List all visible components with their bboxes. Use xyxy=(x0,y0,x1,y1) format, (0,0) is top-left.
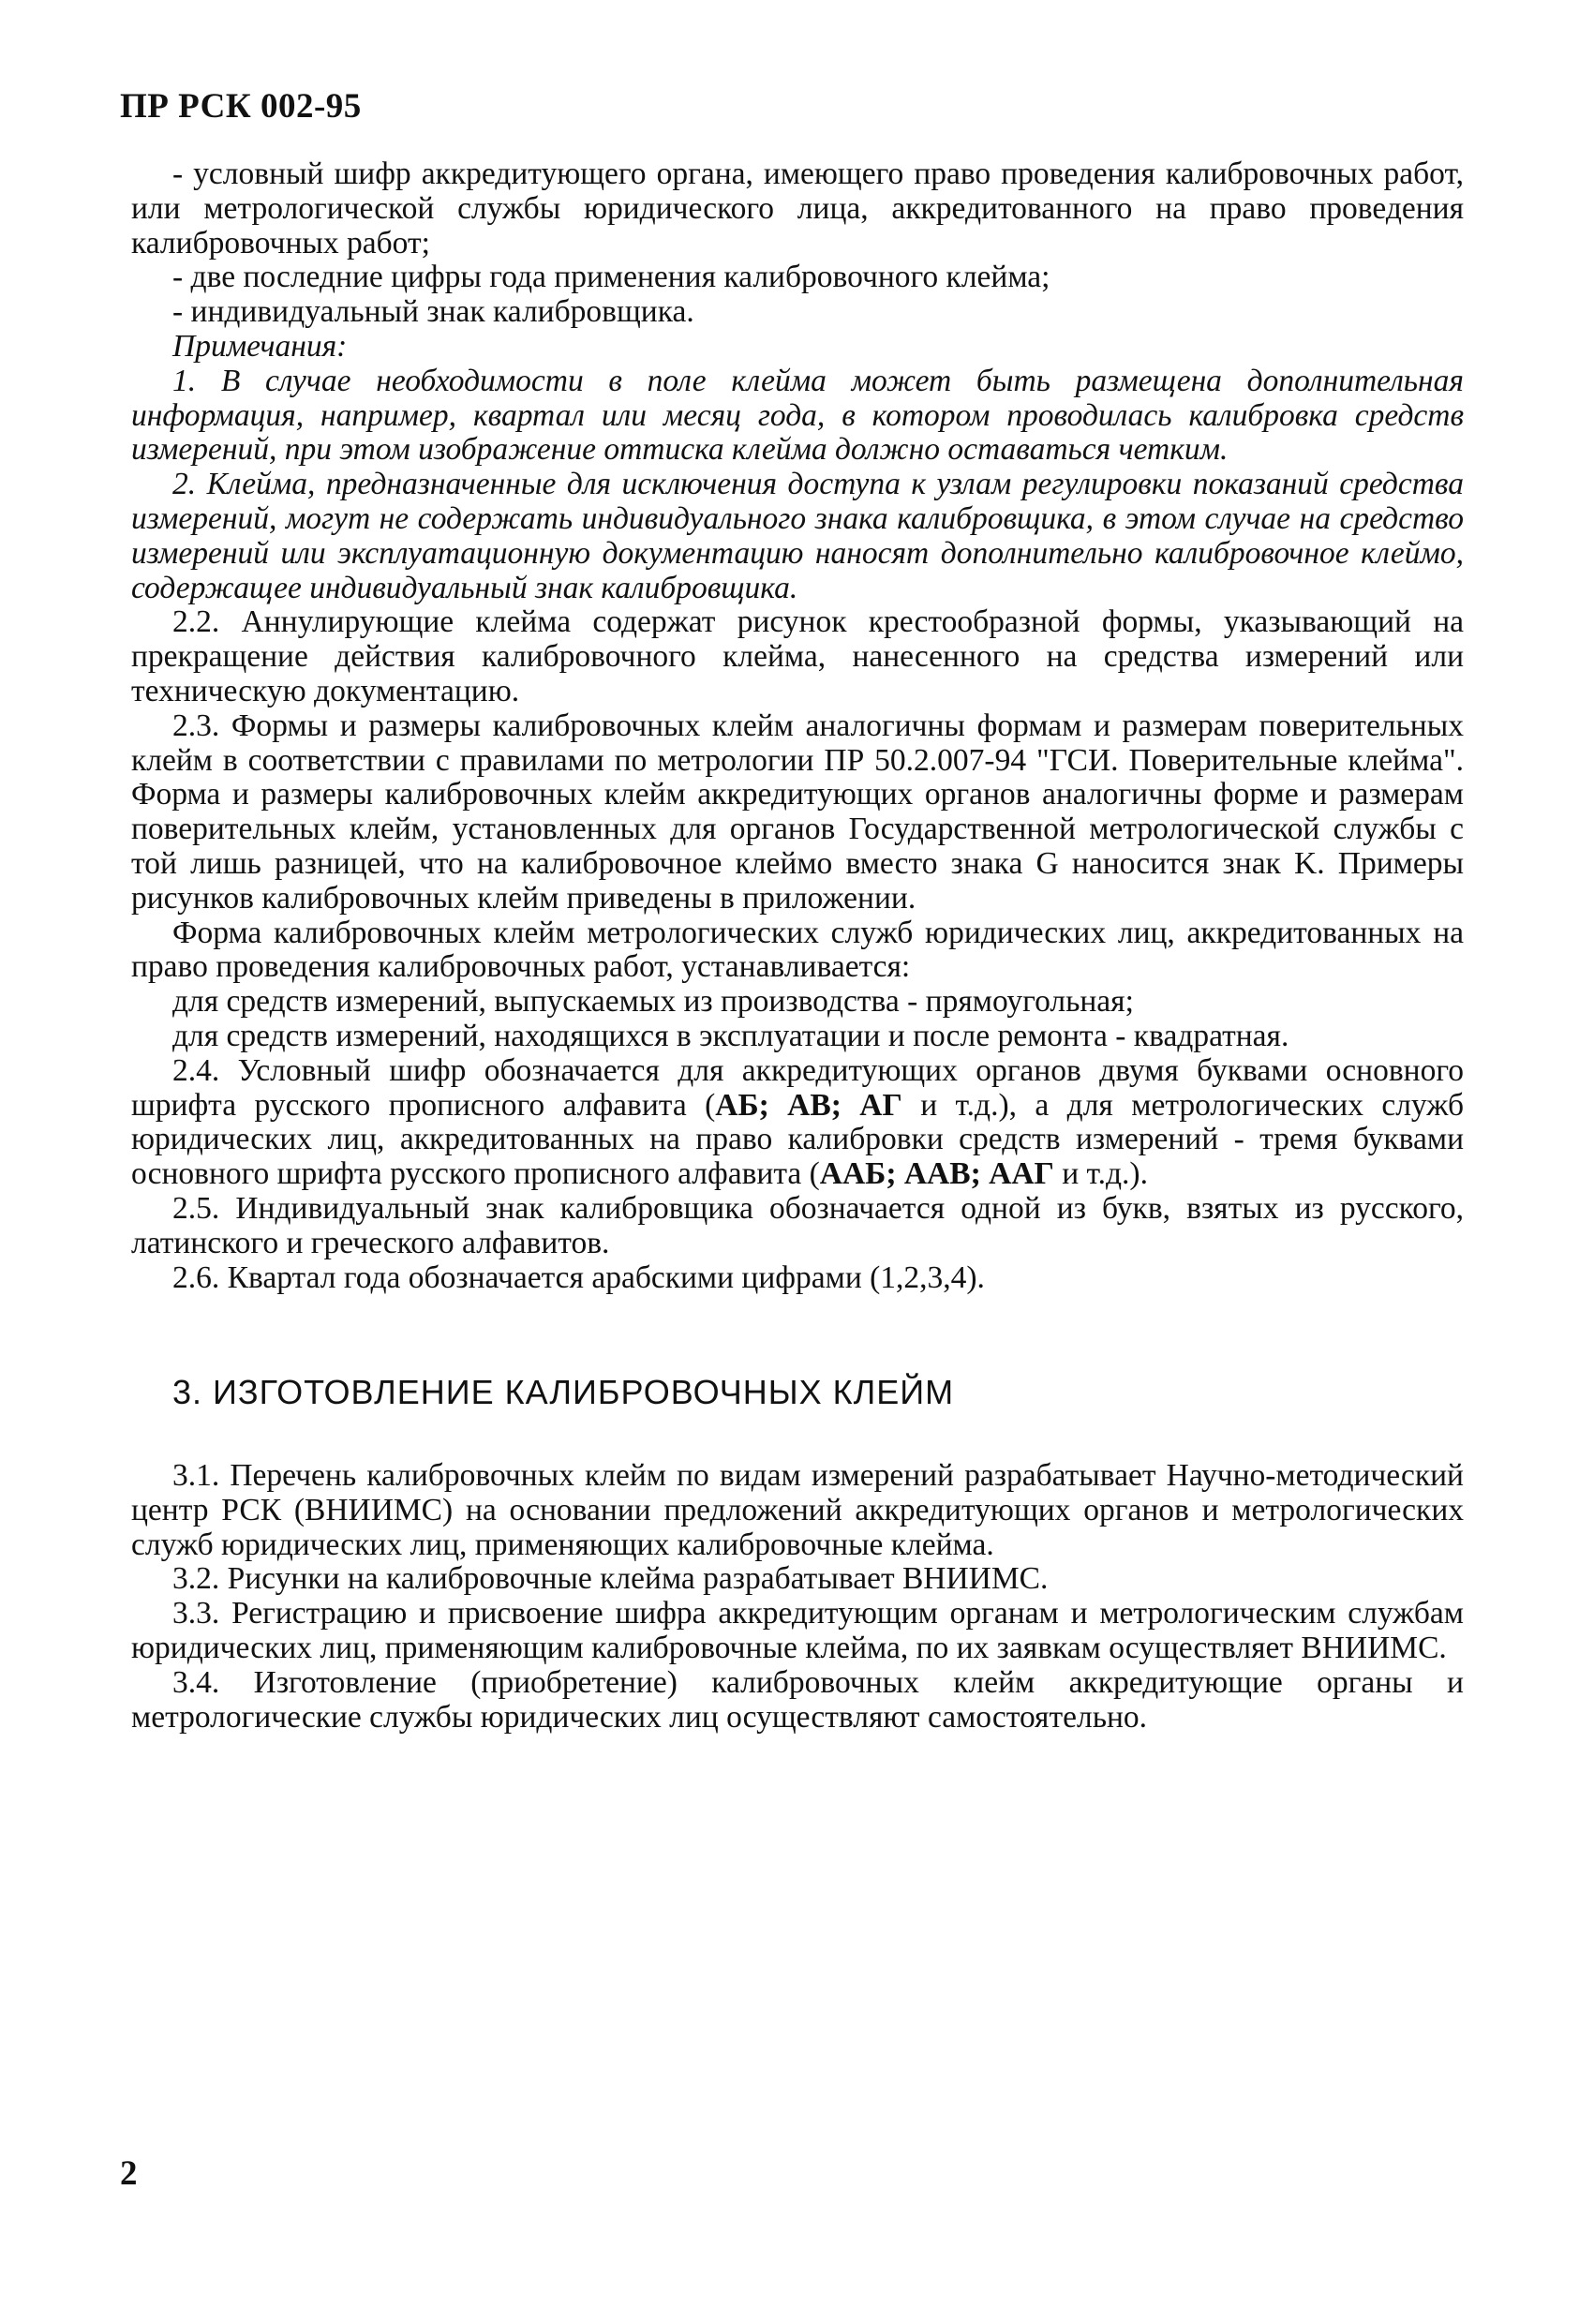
clause-2-5: 2.5. Индивидуальный знак калибровщика обозначается одной из букв, взятых из русского, латинского и греческого алфавитов. xyxy=(131,1190,1464,1260)
document-body xyxy=(131,157,1464,1735)
clause-2-6: 2.6. Квартал года обозначается арабскими цифрами (1,2,3,4). xyxy=(172,1259,985,1295)
two-letter-codes: АБ; АВ; АГ xyxy=(715,1087,902,1123)
document-code-header: ПР РСК 002-95 xyxy=(120,87,362,126)
clause-3-1: 3.1. Перечень калибровочных клейм по видам измерений разрабатывает Научно-методический центр РСК (ВНИИМС) на основании предложений аккредитующих органов и метрологических служб юридических лиц, применяющих калибровочные клейма. xyxy=(131,1458,1464,1562)
notes-title: Примечания: xyxy=(172,328,348,364)
clause-3-4: 3.4. Изготовление (приобретение) калибровочных клейм аккредитующие органы и метрологические службы юридических лиц осуществляют самостоятельно. xyxy=(131,1664,1464,1735)
paragraph-year-digits: - две последние цифры года применения калибровочного клейма; xyxy=(172,260,1050,295)
clause-2-3-form: Форма калибровочных клейм метрологических служб юридических лиц, аккредитованных на право проведения калибровочных работ, устанавливается: xyxy=(131,915,1464,985)
clause-2-3-rectangular: для средств измерений, выпускаемых из производства - прямоугольная; xyxy=(172,984,1134,1020)
clause-3-3: 3.3. Регистрацию и присвоение шифра аккредитующим органам и метрологическим службам юридических лиц, применяющим калибровочные клейма, по их заявкам осуществляет ВНИИМС. xyxy=(131,1596,1464,1666)
clause-2-4-text-middle: и т.д.), а для метрологических служб юридических лиц, аккредитованных на право калибровки средств измерений - тремя буквами основного шрифта русского прописного алфавита ( xyxy=(131,1087,1464,1192)
note-1: 1. В случае необходимости в поле клейма может быть размещена дополнительная информация, например, квартал или месяц года, в котором проводилась калибровка средств измерений, при этом изображение оттиска клейма должно оставаться четким. xyxy=(131,363,1464,468)
note-2: 2. Клейма, предназначенные для исключения доступа к узлам регулировки показаний средства измерений, могут не содержать индивидуального знака калибровщика, в этом случае на средство измерений или эксплуатационную документацию наносят дополнительно калибровочное клеймо, содержащее индивидуальный знак калибровщика. xyxy=(131,467,1464,605)
clause-2-3-square: для средств измерений, находящихся в эксплуатации и после ремонта - квадратная. xyxy=(172,1018,1289,1053)
clause-2-2: 2.2. Аннулирующие клейма содержат рисунок крестообразной формы, указывающий на прекращение действия калибровочного клейма, нанесенного на средства измерений или техническую документацию. xyxy=(131,604,1464,708)
clause-2-4-text-end: и т.д.). xyxy=(1053,1156,1148,1192)
clause-3-2: 3.2. Рисунки на калибровочные клейма разрабатывает ВНИИМС. xyxy=(172,1561,1049,1597)
three-letter-codes: ААБ; ААВ; ААГ xyxy=(819,1156,1054,1192)
clause-2-3: 2.3. Формы и размеры калибровочных клейм аналогичны формам и размерам поверительных клейм в соответствии с правилами по метрологии ПР 50.2.007-94 "ГСИ. Поверительные клейма". Форма и размеры калибровочных клейм аккредитующих органов аналогичны форме и размерам поверительных клейм, установленных для органов Государственной метрологической службы с той лишь разницей, что на калибровочное клеймо вместо знака G наносится знак K. Примеры рисунков калибровочных клейм приведены в приложении. xyxy=(131,708,1464,916)
section-3-heading: 3. ИЗГОТОВЛЕНИЕ КАЛИБРОВОЧНЫХ КЛЕЙМ xyxy=(172,1373,955,1412)
paragraph-individual-sign: - индивидуальный знак калибровщика. xyxy=(172,294,694,330)
clause-2-4 xyxy=(131,1054,1464,1192)
page-number: 2 xyxy=(120,2154,138,2193)
clause-2-4-text-start: 2.4. Условный шифр обозначается для аккредитующих органов двумя буквами основного шрифта русского прописного алфавита ( xyxy=(131,1052,1464,1123)
paragraph-accreditation-code: - условный шифр аккредитующего органа, имеющего право проведения калибровочных работ, или метрологической службы юридического лица, аккредитованного на право проведения калибровочных работ; xyxy=(131,156,1464,261)
